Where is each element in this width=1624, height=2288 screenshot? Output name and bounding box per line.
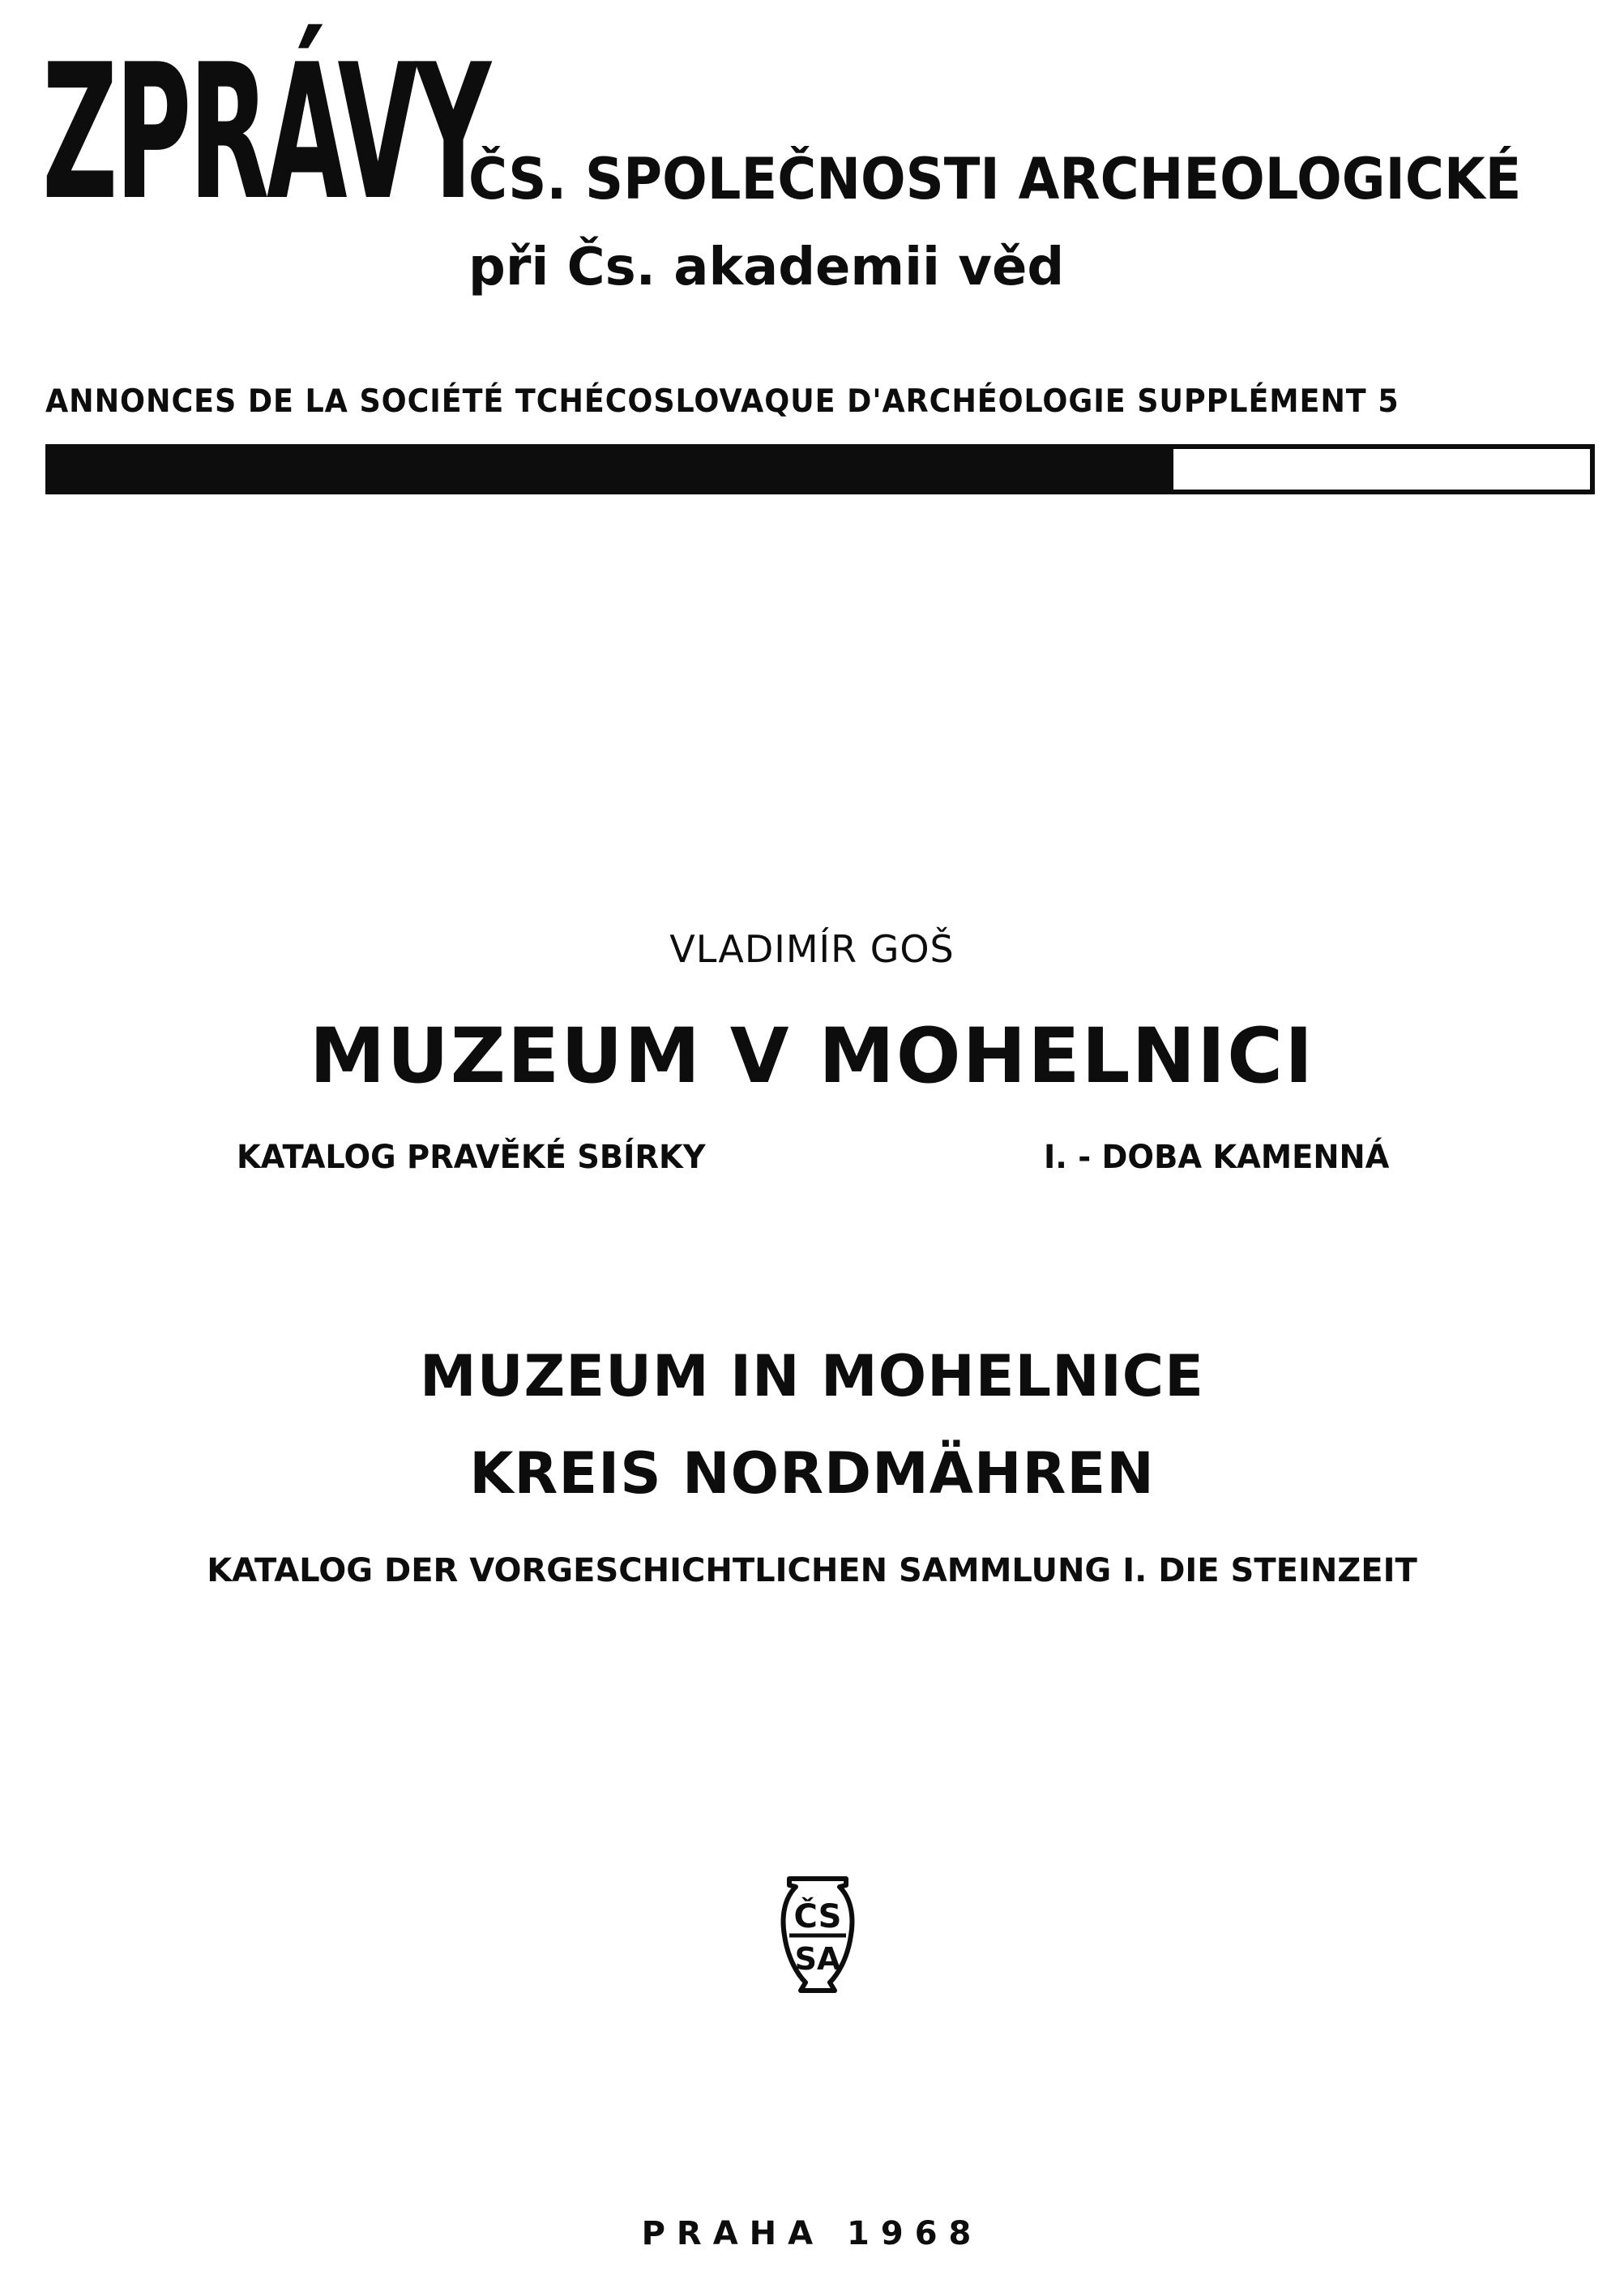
logo-text-top: ČS: [793, 1898, 842, 1935]
subtitle-catalog-czech: KATALOG PRAVĚKÉ SBÍRKY: [237, 1139, 706, 1176]
annonces-line: ANNONCES DE LA SOCIÉTÉ TCHÉCOSLOVAQUE D'ARCHÉOLOGIE SUPPLÉMENT 5: [45, 383, 1400, 420]
vase-monogram-icon: [778, 1874, 857, 1997]
society-name: ČS. SPOLEČNOSTI ARCHEOLOGICKÉ: [468, 146, 1522, 212]
academy-name: při Čs. akademii věd: [468, 237, 1065, 297]
author-name: VLADIMÍR GOŠ: [669, 927, 955, 971]
logo-text-bottom: SA: [794, 1941, 841, 1977]
book-title-german-line2: KREIS NORDMÄHREN: [469, 1440, 1155, 1507]
book-title-german-line1: MUZEUM IN MOHELNICE: [420, 1343, 1204, 1409]
book-title-czech: MUZEUM V MOHELNICI: [309, 1012, 1315, 1101]
journal-title: ZPRÁVY: [42, 25, 489, 242]
masthead-band-outline: [1169, 444, 1595, 494]
subtitle-volume-czech: I. - DOBA KAMENNÁ: [1044, 1139, 1390, 1176]
subtitle-catalog-german: KATALOG DER VORGESCHICHTLICHEN SAMMLUNG I. DIE STEINZEIT: [207, 1552, 1417, 1589]
imprint-place-year: PRAHA 1968: [641, 2215, 983, 2252]
masthead-band-filled: [45, 444, 1169, 494]
